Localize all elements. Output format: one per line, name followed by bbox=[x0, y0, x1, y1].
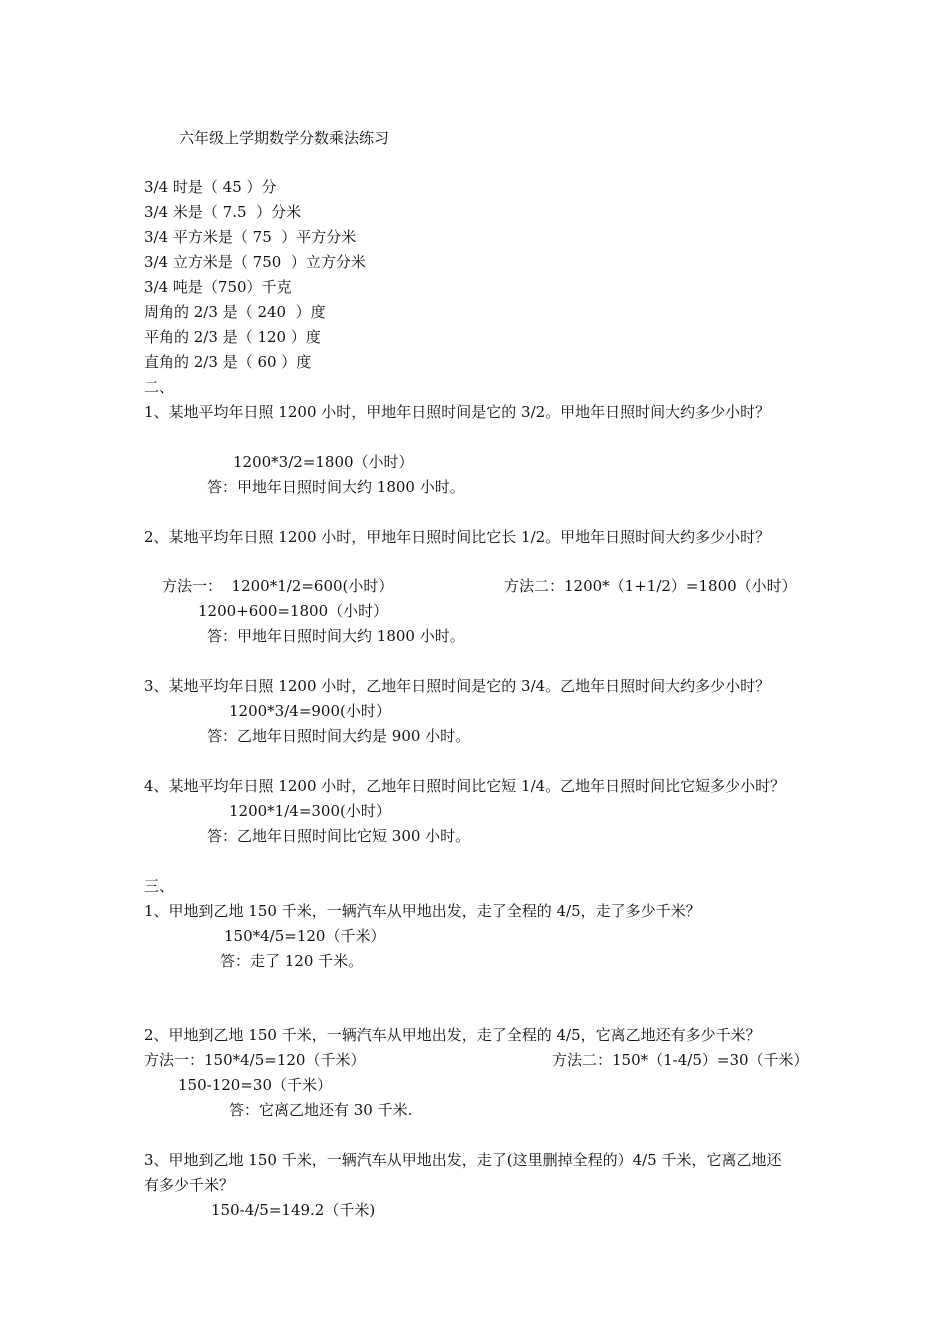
section-3-heading: 三、 bbox=[144, 877, 175, 895]
conversion-item: 直角的 2/3 是（ 60 ）度 bbox=[144, 353, 312, 371]
conversion-item: 周角的 2/3 是（ 240 ）度 bbox=[144, 303, 326, 321]
answer: 答：走了 120 千米。 bbox=[220, 952, 364, 970]
answer: 答：乙地年日照时间大约是 900 小时。 bbox=[207, 727, 471, 745]
method-one: 方法一：150*4/5=120（千米） bbox=[144, 1051, 366, 1069]
question-text: 4、某地平均年日照 1200 小时，乙地年日照时间比它短 1/4。乙地年日照时间比它短多少小时？ bbox=[144, 777, 786, 795]
method-two: 方法二：150*（1-4/5）=30（千米） bbox=[552, 1051, 809, 1069]
calculation: 150-4/5=149.2（千米) bbox=[211, 1201, 376, 1219]
question-text: 3、某地平均年日照 1200 小时，乙地年日照时间是它的 3/4。乙地年日照时间大约多少小时？ bbox=[144, 677, 771, 695]
conversion-item: 平角的 2/3 是（ 120 ）度 bbox=[144, 328, 321, 346]
answer: 答：乙地年日照时间比它短 300 小时。 bbox=[207, 827, 471, 845]
answer: 答：甲地年日照时间大约 1800 小时。 bbox=[207, 478, 465, 496]
calculation: 1200*1/4=300(小时） bbox=[229, 802, 391, 820]
conversion-item: 3/4 平方米是（ 75 ）平方分米 bbox=[144, 228, 357, 246]
question-text: 1、甲地到乙地 150 千米，一辆汽车从甲地出发，走了全程的 4/5，走了多少千米？ bbox=[144, 902, 701, 920]
answer: 答：甲地年日照时间大约 1800 小时。 bbox=[207, 627, 465, 645]
section-2-heading: 二、 bbox=[144, 378, 175, 396]
calculation: 1200*3/2=1800（小时） bbox=[233, 453, 414, 471]
conversion-item: 3/4 时是（ 45 ）分 bbox=[144, 178, 277, 196]
question-text: 1、某地平均年日照 1200 小时，甲地年日照时间是它的 3/2。甲地年日照时间大约多少小时？ bbox=[144, 403, 771, 421]
method-two: 方法二：1200*（1+1/2）=1800（小时） bbox=[504, 577, 797, 595]
conversion-item: 3/4 立方米是（ 750 ）立方分米 bbox=[144, 253, 366, 271]
calculation: 1200+600=1800（小时） bbox=[198, 602, 389, 620]
question-text-continued: 有多少千米？ bbox=[144, 1176, 235, 1194]
question-text: 2、甲地到乙地 150 千米，一辆汽车从甲地出发，走了全程的 4/5，它离乙地还有多少千米？ bbox=[144, 1026, 761, 1044]
method-one: 方法一： 1200*1/2=600(小时） bbox=[162, 577, 394, 595]
question-text: 3、甲地到乙地 150 千米，一辆汽车从甲地出发，走了(这里删掉全程的）4/5 千米，它离乙地还 bbox=[144, 1151, 782, 1169]
calculation: 1200*3/4=900(小时） bbox=[229, 702, 391, 720]
calculation: 150*4/5=120（千米） bbox=[224, 927, 386, 945]
conversion-item: 3/4 米是（ 7.5 ）分米 bbox=[144, 203, 302, 221]
question-text: 2、某地平均年日照 1200 小时，甲地年日照时间比它长 1/2。甲地年日照时间大约多少小时？ bbox=[144, 528, 771, 546]
calculation: 150-120=30（千米） bbox=[178, 1076, 332, 1094]
answer: 答：它离乙地还有 30 千米. bbox=[229, 1101, 413, 1119]
conversion-item: 3/4 吨是（750）千克 bbox=[144, 278, 292, 296]
page-title: 六年级上学期数学分数乘法练习 bbox=[179, 129, 390, 147]
